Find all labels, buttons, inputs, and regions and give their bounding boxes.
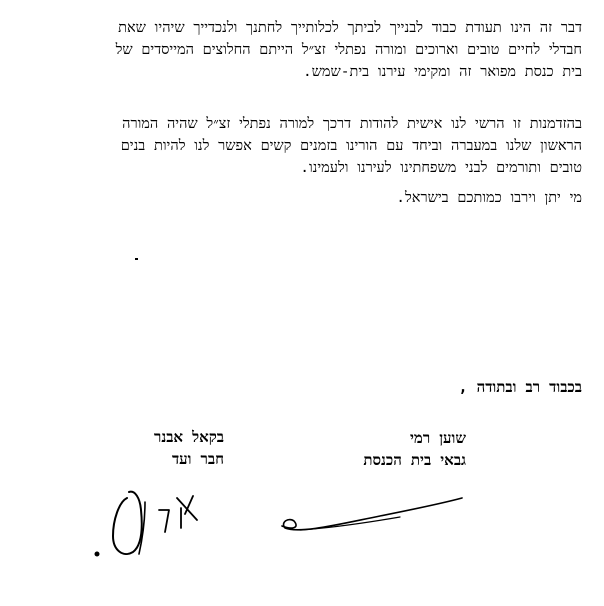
paragraph-line: בית כנסת מפואר זה ומקימי עירנו בית-שמש. <box>302 64 582 80</box>
paragraph-line: חבדלי לחיים טובים וארוכים ומורה נפתלי זצ״ל הייתם החלוצים המייסדים של <box>115 42 582 58</box>
paragraph-line: מי יתן וירבו כמותכם בישראל. <box>396 190 582 206</box>
signer-block-avner <box>154 426 224 470</box>
signature-rami <box>270 490 470 540</box>
paragraph-line: טובים ותורמים לבני משפחתינו לעירנו ולעמינו. <box>300 160 582 176</box>
closing-line: בכבוד רב ובתודה , <box>458 378 582 396</box>
signer-block-rami <box>363 427 466 471</box>
letter-paragraph-1 <box>22 17 582 83</box>
paragraph-line: הראשון שלנו במעברה וביחד עם הורינו בזמנים קשים אפשר לנו להיות בנים <box>120 138 582 154</box>
paragraph-line: בהזדמנות זו הרשי לנו אישית להודות דרכך למורה נפתלי זצ״ל שהיה המורה <box>122 116 582 132</box>
letter-paragraph-3 <box>22 187 582 209</box>
letter-paragraph-2 <box>22 113 582 179</box>
signer-title: חבר ועד <box>171 450 224 468</box>
paragraph-line: דבר זה הינו תעודת כבוד לבנייך לביתך לכלותייך לחתנך ולנכדייך שיהיו שאת <box>118 20 582 36</box>
signer-name: שוען רמי <box>410 429 466 447</box>
signer-title: גבאי בית הכנסת <box>363 451 466 469</box>
signer-name: בקאל אבנר <box>153 428 224 446</box>
scan-speck <box>135 258 138 260</box>
signature-avner <box>85 480 215 575</box>
